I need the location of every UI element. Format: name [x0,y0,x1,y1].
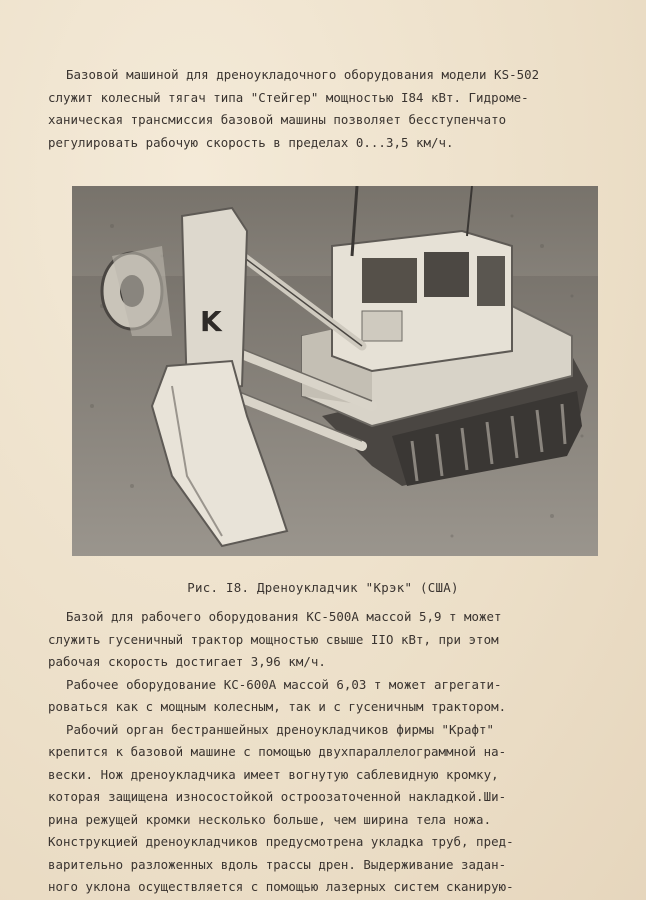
body-line: которая защищена износостойкой остроозаточенной накладкой.Ши- [48,789,507,804]
body-line: Базой для рабочего оборудования КС-500А массой 5,9 т может [66,609,502,624]
intro-line: Базовой машиной для дреноукладочного оборудования модели KS-502 [66,67,540,82]
body-line: крепится к базовой машине с помощью двухпараллелограммной на- [48,744,507,759]
trench-machine-illustration [72,186,598,556]
body-line: служить гусеничный трактор мощностью свыше IIO кВт, при этом [48,631,499,647]
figure-photo [72,186,598,556]
machine-letter: K [200,305,222,338]
body-line: рина режущей кромки несколько больше, чем ширина тела ножа. [48,811,492,827]
figure-caption: Рис. I8. Дреноукладчик "Крэк" (США) [187,580,459,595]
body-paragraphs [48,606,600,899]
body-line: вески. Нож дреноукладчика имеет вогнутую саблевидную кромку, [48,766,499,782]
body-line: Конструкцией дреноукладчиков предусмотрена укладка труб, пред- [48,834,514,849]
intro-paragraph [48,64,600,154]
body-line: ного уклона осуществляется с помощью лазерных систем сканирую- [48,879,514,894]
intro-line: регулировать рабочую скорость в пределах 0...3,5 км/ч. [48,134,454,150]
body-line: Рабочий орган бестраншейных дреноукладчиков фирмы "Крафт" [66,721,495,737]
body-line: рабочая скорость достигает 3,96 км/ч. [48,654,326,669]
cab [332,231,512,371]
body-line: Рабочее оборудование КС-600А массой 6,03 т может агрегати- [66,676,502,692]
intro-line: ханическая трансмиссия базовой машины позволяет бесступенчато [48,112,507,127]
body-line: варительно разложенных вдоль трассы дрен. Выдерживание задан- [48,856,507,872]
body-line: роваться как с мощным колесным, так и с гусеничным трактором. [48,699,507,714]
intro-line: служит колесный тягач типа "Стейгер" мощностью I84 кВт. Гидроме- [48,89,529,105]
